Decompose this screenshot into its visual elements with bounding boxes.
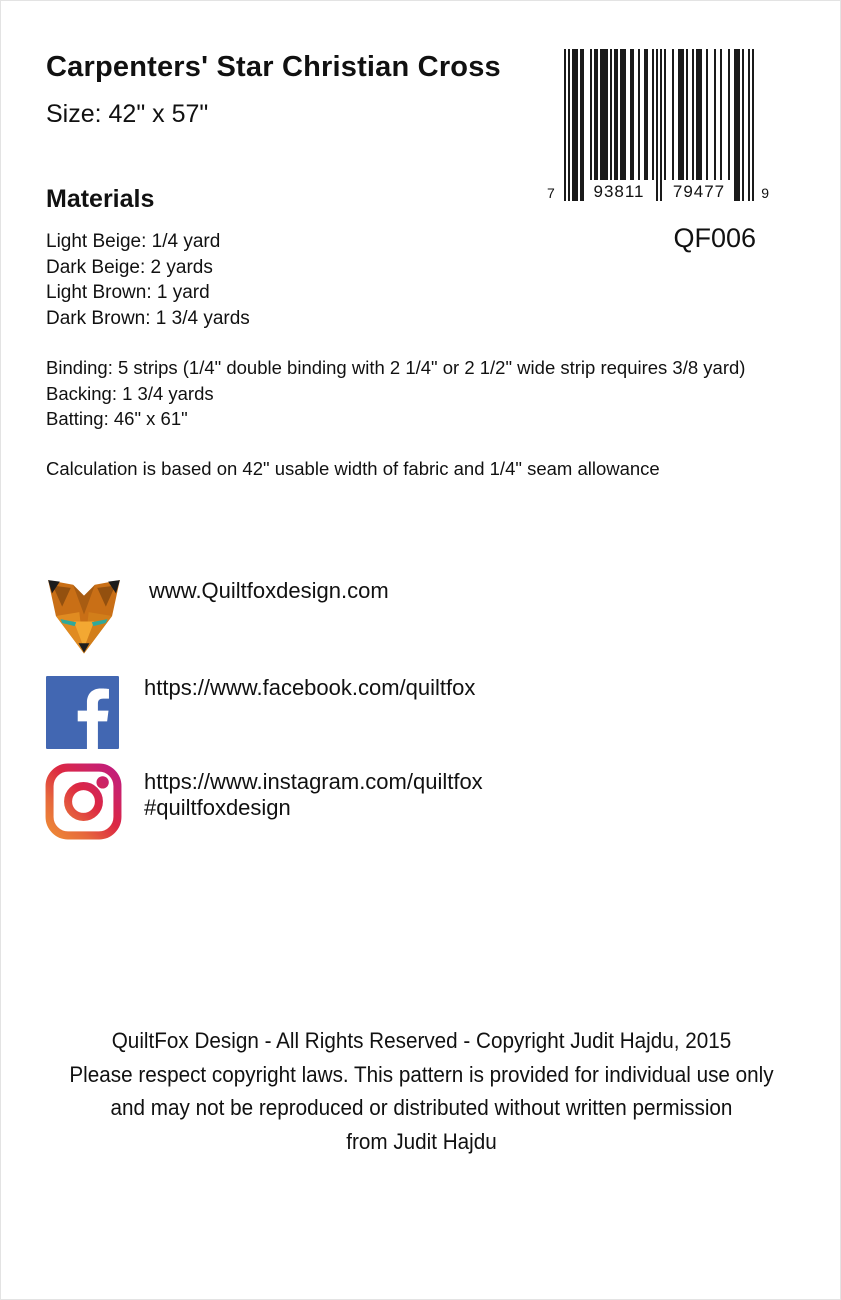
supply-list bbox=[46, 355, 745, 432]
instagram-url[interactable]: https://www.instagram.com/quiltfox bbox=[144, 769, 483, 794]
barcode-left-digit: 7 bbox=[547, 185, 555, 201]
list-item: Light Beige: 1/4 yard bbox=[46, 231, 221, 252]
calculation-note: Calculation is based on 42" usable width of fabric and 1/4" seam allowance bbox=[46, 458, 660, 479]
barcode-right-digit: 9 bbox=[761, 185, 769, 201]
quilt-size: Size: 42" x 57" bbox=[46, 100, 209, 128]
page-title: Carpenters' Star Christian Cross bbox=[46, 51, 501, 83]
list-item: Light Brown: 1 yard bbox=[46, 282, 210, 303]
list-item: Binding: 5 strips (1/4" double binding with 2 1/4" or 2 1/2" wide strip requires 3/8 yard) bbox=[46, 357, 746, 378]
list-item: Backing: 1 3/4 yards bbox=[46, 382, 214, 404]
list-item: Batting: 46" x 61" bbox=[46, 408, 188, 429]
instagram-icon bbox=[44, 762, 123, 841]
upc-barcode bbox=[547, 49, 769, 204]
barcode-bars-icon bbox=[564, 49, 754, 204]
list-item: QuiltFox Design - All Rights Reserved - Copyright Judit Hajdu, 2015 bbox=[111, 1028, 732, 1053]
list-item: Dark Beige: 2 yards bbox=[46, 256, 213, 278]
instagram-link[interactable] bbox=[144, 769, 483, 821]
barcode-left-group: 93811 bbox=[584, 182, 654, 202]
quiltfox-logo-icon bbox=[45, 574, 123, 658]
copyright-notice bbox=[26, 1024, 817, 1158]
product-code: QF006 bbox=[673, 223, 756, 253]
fabric-list bbox=[46, 229, 250, 331]
list-item: Dark Brown: 1 3/4 yards bbox=[46, 307, 250, 329]
list-item: from Judit Hajdu bbox=[346, 1128, 497, 1154]
list-item: and may not be reproduced or distributed without written permission bbox=[110, 1095, 733, 1120]
barcode-right-group: 79477 bbox=[664, 182, 734, 202]
facebook-icon bbox=[46, 676, 119, 749]
materials-heading: Materials bbox=[46, 185, 155, 213]
website-link[interactable]: www.Quiltfoxdesign.com bbox=[149, 578, 389, 603]
facebook-link[interactable]: https://www.facebook.com/quiltfox bbox=[144, 675, 476, 700]
instagram-hashtag: #quiltfoxdesign bbox=[144, 795, 291, 820]
list-item: Please respect copyright laws. This pattern is provided for individual use only bbox=[69, 1061, 774, 1087]
